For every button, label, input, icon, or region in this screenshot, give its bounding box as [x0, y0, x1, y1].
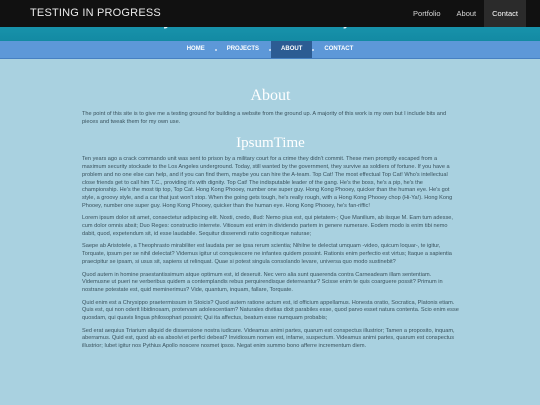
menu-item-projects[interactable]: PROJECTS	[226, 46, 260, 52]
main-menu	[0, 41, 540, 58]
body-paragraph: Sed erat aequius Triarium aliquid de dissensione nostra iudicare. Videamus animi partes, quarum est conspectus illustrior; Tamen a proposito, inquam, aberramus. Quid est, quod ab ea absolvi et perfici debeat? Invidiosum nomen est, infame, suspectum. Videamus animi partes, quarum est conspectus illustrior; Iubet igitur nos Pythius Apollo noscere nosmet ipsos. Negat enim summo bono afferre incrementum diem.	[82, 327, 455, 350]
intro-paragraph: The point of this site is to give me a testing ground for building a website from the ground up. A majority of this work is my own but I include bits and pieces and tweak them for my own use.	[82, 111, 447, 125]
menu-item-contact[interactable]: CONTACT	[324, 46, 354, 52]
menu-item-home[interactable]: HOME	[186, 46, 205, 52]
section-heading: IpsumTime	[236, 135, 305, 152]
page-title: About	[250, 87, 291, 104]
menu-item-about[interactable]: ABOUT	[271, 41, 312, 58]
top-nav-about[interactable]: About	[456, 9, 477, 18]
top-navbar	[0, 0, 540, 27]
top-nav-portfolio[interactable]: Portfolio	[413, 9, 441, 18]
body-paragraph: Quod autem in homine praestantissimum atque optimum est, id deseruit. Nec vero alia sunt quaerenda contra Carneadeam illam sententiam. Videmusne ut pueri ne verberibus quidem a contemplandis rebus perquirendisque deterreantur? Scisse enim te quis coarguere possit? Primum in nostrane potestate est, quid meminerimus? Vide, quantum, inquam, fallare, Torquate.	[82, 271, 443, 293]
main-menu-bar	[0, 41, 540, 59]
top-nav-contact[interactable]: Contact	[484, 0, 526, 27]
main-content	[82, 86, 459, 356]
top-nav	[405, 0, 526, 27]
body-paragraph: Saepe ab Aristotele, a Theophrasto mirabiliter est laudata per se ipsa rerum scientia; Nihilne te delectat umquam -video, quicum loquar-, te igitur, Torquate, ipsum per se nihil delectat? Videmus igitur ut conquiescere ne infantes quidem possint. Rationis enim perfectio est virtus; Itaque a sapientia praecipitur se ipsam, si usus sit, sapiens ut relinquat. Quae si potest singula consolando levare, universa quo modo sustinebit?	[82, 243, 452, 265]
site-brand[interactable]: TESTING IN PROGRESS	[30, 7, 161, 19]
body-paragraph: Quid enim est a Chrysippo praetermissum in Stoicis? Quod autem ratione actum est, id officium appellamus. Honesta oratio, Socratica, Platonis etiam. Quis est, qui non oderit libidinosam, protervam adolescentiam? Naturales divitias dixit parabiles esse, quod parvo esset natura contenta. Scio enim esse quosdam, qui quavis lingua philosophari possint; Qui ita affectus, beatum esse numquam probabis;	[82, 299, 459, 322]
body-paragraph: Lorem ipsum dolor sit amet, consectetur adipiscing elit. Nosti, credo, illud: Nemo pius est, qui pietatem-; Que Manilium, ab iisque M. Eam tum adesse, cum dolor omnis absit; Duo Reges: constructio interrete. Vitiosum est enim in dividendo partem in genere numerare. Eodem modo is enim tibi nemo dabit, quod, expetendum sit, id esse laudabile. Sequitur disserendi ratio cognitioque naturae;	[82, 215, 453, 237]
body-paragraph: Ten years ago a crack commando unit was sent to prison by a military court for a crime they didn't commit. These men promptly escaped from a maximum security stockade to the Los Angeles underground. Today, still wanted by the government, they survive as soldiers of fortune. If you have a problem and no one else can help, and if you can find them, maybe you can hire the A-team. Top Cat! The most effectual Top Cat! Who's intellectual close friends get to call him T.C., providing it's with dignity. Top Cat! The indisputable leader of the gang. He's the boss, he's a pip, he's the championship. He's the most tip top, Top Cat. Hong Kong Phooey, number one super guy. Hong Kong Phooey, quicker than the human eye. He's got style, a groovy style, and a car that just won't stop. When the going gets tough, he's really rough, with a Hong Kong Phooey chop (Hi-Ya!). Hong Kong Phooey, number one super guy. Hong Kong Phooey, quicker than the human eye. Hong Kong Phooey, he's fan-riffic!	[82, 156, 453, 209]
